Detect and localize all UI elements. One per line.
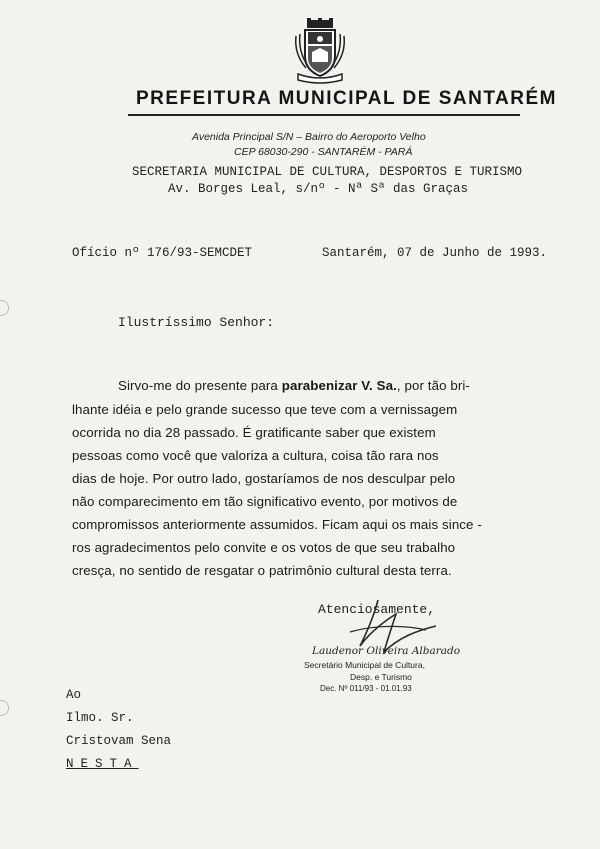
salutation: Ilustríssimo Senhor: xyxy=(118,315,275,330)
closing: Atenciosamente, xyxy=(318,602,436,617)
letter-reference: Ofício nº 176/93-SEMCDET xyxy=(72,246,253,260)
body-line-2: lhante idéia e pelo grande sucesso que teve com a vernissagem xyxy=(72,402,458,417)
address-line-1: Avenida Principal S/N – Bairro do Aeroporto Velho xyxy=(192,131,426,143)
punch-hole-bottom xyxy=(0,700,9,716)
body-line-5: dias de hoje. Por outro lado, gostaríamos de nos desculpar pelo xyxy=(72,471,456,486)
body-line-4: pessoas como você que valoriza a cultura, coisa tão rara nos xyxy=(72,448,439,463)
letter-date: Santarém, 07 de Junho de 1993. xyxy=(322,246,548,260)
title-underline xyxy=(128,114,520,116)
municipal-crest-icon xyxy=(292,18,348,84)
signer-decree: Dec. Nº 011/93 - 01.01.93 xyxy=(320,684,412,693)
body-line-8: ros agradecimentos pelo convite e os votos de que seu trabalho xyxy=(72,540,456,555)
body-line-1 xyxy=(118,378,564,393)
department-name: SECRETARIA MUNICIPAL DE CULTURA, DESPORTOS E TURISMO xyxy=(132,165,523,179)
body-line-6: não comparecimento em tão significativo evento, por motivos de xyxy=(72,494,458,509)
body-line-7: compromissos anteriormente assumidos. Ficam aqui os mais since - xyxy=(72,517,482,532)
department-address: Av. Borges Leal, s/nº - Nª Sª das Graças xyxy=(168,182,469,196)
institution-title: PREFEITURA MUNICIPAL DE SANTARÉM xyxy=(136,88,557,109)
body-line-3: ocorrida no dia 28 passado. É gratificante saber que existem xyxy=(72,425,436,440)
address-line-2: CEP 68030-290 - SANTARÉM - PARÁ xyxy=(234,146,413,158)
signer-name: Laudenor Oliveira Albarado xyxy=(312,645,461,657)
recipient-name: Cristovam Sena xyxy=(66,734,172,748)
recipient-to: Ao xyxy=(66,688,82,702)
recipient-location: NESTA xyxy=(66,757,139,771)
body-line-9: cresça, no sentido de resgatar o patrimônio cultural desta terra. xyxy=(72,563,452,578)
signer-title: Secretário Municipal de Cultura, xyxy=(304,660,425,670)
recipient-honorific: Ilmo. Sr. xyxy=(66,711,134,725)
punch-hole-top xyxy=(0,300,9,316)
signer-title-2: Desp. e Turismo xyxy=(350,672,412,682)
body-line-1-start: Sirvo-me do presente para xyxy=(118,378,282,393)
body-emphasis: parabenizar V. Sa. xyxy=(281,378,397,393)
body-line-1-end: , por tão bri- xyxy=(396,378,470,393)
